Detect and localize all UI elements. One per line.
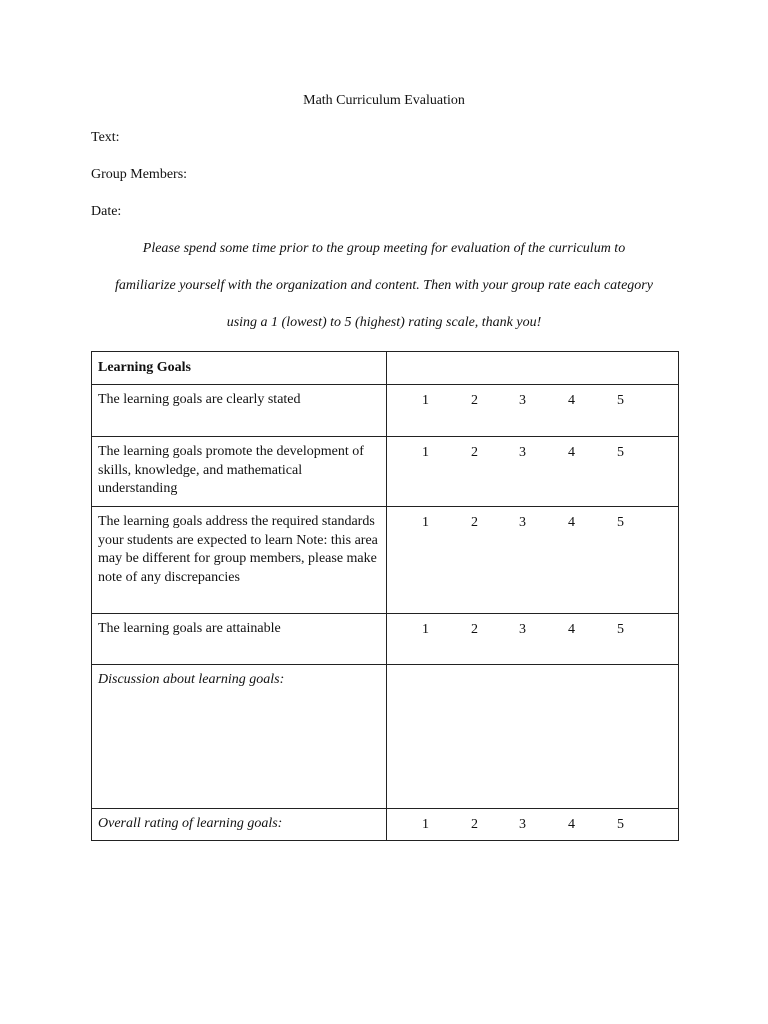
group-members-field-label: Group Members: [91,167,188,182]
rating-option-3[interactable]: 3 [519,445,526,460]
date-field-label: Date: [91,204,122,219]
section-header: Learning Goals [98,360,191,375]
instructions-line-1: Please spend some time prior to the group meeting for evaluation of the curriculum to [142,241,626,256]
rating-option-2[interactable]: 2 [471,515,478,530]
overall-rating-row [92,809,679,841]
table-header-row [92,352,679,385]
overall-rating-label: Overall rating of learning goals: [98,816,283,831]
rating-option-3[interactable]: 3 [519,622,526,637]
header-empty-cell [387,352,679,385]
discussion-row [92,665,679,809]
rating-option-1[interactable]: 1 [422,622,429,637]
criterion-cell [92,507,387,614]
rating-option-4[interactable]: 4 [568,515,575,530]
rating-option-4[interactable]: 4 [568,622,575,637]
discussion-label-cell [92,665,387,809]
criterion-cell [92,614,387,665]
rating-option-5[interactable]: 5 [617,515,624,530]
rating-option-1[interactable]: 1 [422,515,429,530]
rating-option-3[interactable]: 3 [519,393,526,408]
criterion-label: The learning goals are clearly stated [98,392,301,407]
table-row [92,614,679,665]
rating-option-5[interactable]: 5 [617,445,624,460]
rating-cell [387,507,679,614]
table-row [92,385,679,437]
criterion-cell [92,385,387,437]
table-row [92,507,679,614]
instructions-line-2: familiarize yourself with the organization and content. Then with your group rate each category [115,278,653,293]
section-header-cell [92,352,387,385]
criterion-label: The learning goals promote the development of skills, knowledge, and mathematical understanding [98,444,364,496]
rating-option-1[interactable]: 1 [422,393,429,408]
rating-option-5[interactable]: 5 [617,393,624,408]
rating-option-4[interactable]: 4 [568,817,575,832]
rating-option-2[interactable]: 2 [471,817,478,832]
rating-option-3[interactable]: 3 [519,817,526,832]
rating-option-2[interactable]: 2 [471,393,478,408]
rating-cell [387,614,679,665]
rating-cell [387,437,679,507]
rating-option-4[interactable]: 4 [568,393,575,408]
criterion-label: The learning goals address the required standards your students are expected to learn Note: this area may be different for group members, please make note of any discrepancies [98,514,378,585]
rating-option-5[interactable]: 5 [617,817,624,832]
rating-cell [387,385,679,437]
rating-option-1[interactable]: 1 [422,817,429,832]
criterion-label: The learning goals are attainable [98,621,281,636]
document-title: Math Curriculum Evaluation [303,93,465,108]
discussion-notes-area[interactable] [387,665,679,809]
rating-option-2[interactable]: 2 [471,622,478,637]
rating-option-4[interactable]: 4 [568,445,575,460]
instructions-line-3: using a 1 (lowest) to 5 (highest) rating scale, thank you! [226,315,542,330]
overall-rating-cell [387,809,679,841]
evaluation-table [91,351,679,841]
overall-label-cell [92,809,387,841]
table-row [92,437,679,507]
discussion-label: Discussion about learning goals: [98,672,285,687]
rating-option-3[interactable]: 3 [519,515,526,530]
text-field-label: Text: [91,130,120,145]
rating-option-1[interactable]: 1 [422,445,429,460]
criterion-cell [92,437,387,507]
rating-option-5[interactable]: 5 [617,622,624,637]
rating-option-2[interactable]: 2 [471,445,478,460]
